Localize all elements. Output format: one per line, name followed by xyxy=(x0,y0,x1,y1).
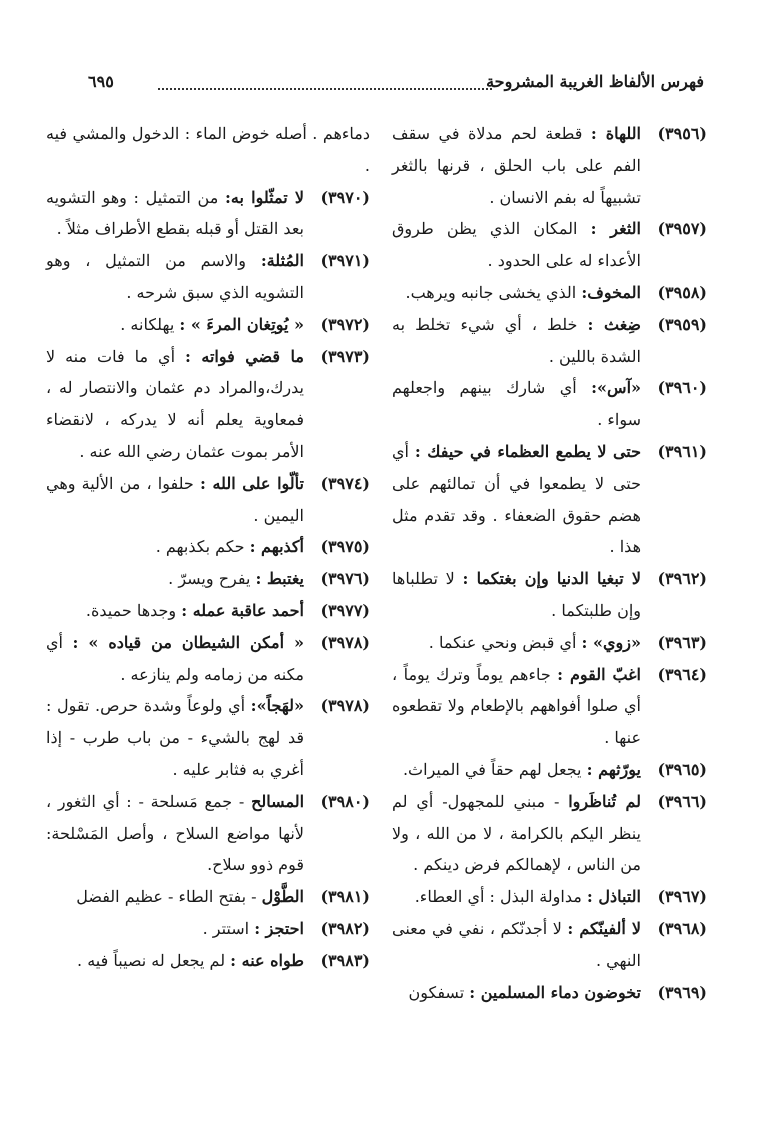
glossary-entry xyxy=(392,881,707,913)
entry-number: (٣٩٥٦) xyxy=(657,124,707,143)
entry-definition: أي ما فات منه لا يدرك،والمراد دم عثمان والانتصار له ، فمعاوية يعلم أنه لا يدركه ، لانقضاء الأمر بموت عثمان رضي الله عنه . xyxy=(46,346,304,461)
entry-term: لم تُناظَروا xyxy=(568,791,641,811)
right-column xyxy=(392,118,707,1008)
entry-number: (٣٩٦١) xyxy=(657,441,707,461)
entry-number: (٣٩٦٤) xyxy=(657,664,707,684)
entry-term: اغبّ القوم : xyxy=(557,664,641,684)
glossary-entry xyxy=(46,595,370,627)
entry-number: (٣٩٨٣) xyxy=(320,950,370,970)
entry-number: (٣٩٥٧) xyxy=(657,219,707,239)
entry-number: (٣٩٦٨) xyxy=(657,918,707,938)
entry-definition: المكان الذي يظن طروق الأعداء له على الحدود . xyxy=(392,219,641,271)
glossary-entry xyxy=(392,977,707,1009)
entry-term: طواه عنه : xyxy=(230,950,304,970)
entry-definition: لا تطلباها وإن طلبتكما . xyxy=(392,569,641,620)
glossary-entry xyxy=(392,913,707,977)
entry-definition: مداولة البذل : أي العطاء. xyxy=(414,887,582,907)
entry-definition: أي شارك بينهم واجعلهم سواء . xyxy=(392,378,641,430)
glossary-entry xyxy=(46,945,370,977)
entry-term: «زوي» : xyxy=(581,632,641,652)
glossary-entry xyxy=(46,627,370,691)
glossary-entry xyxy=(46,690,370,785)
entry-definition: أي ولوعاً وشدة حرص. تقول : قد لهج بالشيء - من باب طرب - إذا أغري به فثابر عليه . xyxy=(46,696,304,779)
entry-number: (٣٩٧٤) xyxy=(320,473,370,493)
glossary-entry xyxy=(46,531,370,563)
entry-term: الطَّوْل xyxy=(261,887,304,907)
entry-number: (٣٩٧٨) xyxy=(320,632,370,652)
entry-term: المسالح xyxy=(251,791,305,811)
entry-definition: دماءهم . أصله خوض الماء : الدخول والمشي فيه . xyxy=(46,124,370,175)
entry-number: (٣٩٧٨) xyxy=(320,696,370,716)
entry-number: (٣٩٧٣) xyxy=(320,346,370,366)
glossary-entry xyxy=(46,118,370,182)
glossary-entry xyxy=(46,881,370,913)
entry-term: « يُوتِغان المرءَ » : xyxy=(179,314,304,334)
glossary-entry xyxy=(392,659,707,754)
glossary-entry xyxy=(392,436,707,563)
entry-term: احتجز : xyxy=(254,918,304,938)
page-header xyxy=(88,72,704,104)
entry-body xyxy=(46,118,370,182)
entry-term: ضِغث : xyxy=(587,314,641,334)
entry-definition: الذي يخشى جانبه ويرهب. xyxy=(405,282,577,302)
entry-number: (٣٩٥٩) xyxy=(657,314,707,334)
entry-definition: جاءهم يوماً وترك يوماً ، أي صلوا أفواههم بالإطعام ولا تقطعوه عنها . xyxy=(392,664,641,748)
entry-number: (٣٩٧٠) xyxy=(320,187,370,207)
glossary-entry xyxy=(392,213,707,277)
entry-definition: والاسم من التمثيل ، وهو التشويه الذي سبق شرحه . xyxy=(46,251,304,302)
glossary-entry xyxy=(46,563,370,595)
entry-definition: أي قبض ونحي عنكما . xyxy=(428,632,577,652)
glossary-entry xyxy=(392,627,707,659)
glossary-entry xyxy=(46,468,370,532)
entry-number: (٣٩٨٢) xyxy=(320,918,370,938)
entry-number: (٣٩٦٠) xyxy=(657,378,707,398)
running-title: فهرس الألفاظ الغريبة المشروحة xyxy=(486,72,704,91)
entry-number: (٣٩٧٧) xyxy=(320,600,370,620)
entry-definition: - بفتح الطاء - عظيم الفضل xyxy=(76,887,257,907)
entry-term: لا تبغيا الدنيا وإن بغتكما : xyxy=(462,569,642,589)
entry-term: يغتبط : xyxy=(255,569,304,589)
entry-number: (٣٩٧٥) xyxy=(320,537,370,557)
entry-definition: أي حتى لا يطمعوا في أن تمالئهم على هضم حقوق الضعفاء . وقد تقدم مثل هذا . xyxy=(392,441,641,557)
glossary-entry xyxy=(46,182,370,246)
glossary-entry xyxy=(392,372,707,436)
entry-number: (٣٩٦٧) xyxy=(657,887,707,907)
entry-number: (٣٩٦٥) xyxy=(657,759,707,779)
entry-term: المخوف: xyxy=(581,282,641,302)
entry-term: أكذبهم : xyxy=(249,537,304,557)
glossary-entry xyxy=(392,277,707,309)
glossary-entry xyxy=(392,118,707,213)
entry-definition: - جمع مَسلحة - : أي الثغور ، لأنها مواضع السلاح ، وأصل المَسْلحة: قوم ذوو سلاح. xyxy=(46,791,304,875)
glossary-entry xyxy=(46,309,370,341)
entry-definition: يجعل لهم حقاً في الميراث. xyxy=(402,759,582,779)
entry-term: «لهَجاً»: xyxy=(250,696,305,716)
glossary-entry xyxy=(46,913,370,945)
glossary-entry xyxy=(392,754,707,786)
entry-number: (٣٩٦٢) xyxy=(657,569,707,589)
entry-term: الثغر : xyxy=(590,219,641,239)
entry-term: أحمد عاقبة عمله : xyxy=(181,600,304,620)
entry-term: لا ألفينّكم : xyxy=(567,918,641,938)
entry-term: ما قضي فواته : xyxy=(185,346,304,366)
glossary-entry xyxy=(46,786,370,881)
entry-number: (٣٩٥٨) xyxy=(657,282,707,302)
entry-definition: قطعة لحم مدلاة في سقف الفم على باب الحلق ، قرنها بالثغر تشبيهاً له بفم الانسان . xyxy=(392,124,641,207)
entry-number: (٣٩٦٣) xyxy=(657,632,707,652)
entry-number: (٣٩٨١) xyxy=(320,887,370,907)
entry-definition: تسفكون xyxy=(408,982,465,1002)
glossary-entry xyxy=(46,245,370,309)
entry-definition: وجدها حميدة. xyxy=(85,600,177,620)
entry-definition: أي مكنه من زمامه ولم ينازعه . xyxy=(46,632,304,684)
entry-definition: خلط ، أي شيء تخلط به الشدة باللين . xyxy=(392,314,641,366)
entry-term: يورّثهم : xyxy=(586,759,641,779)
entry-definition: لا أجدنّكم ، نفي في معنى النهي . xyxy=(392,918,641,970)
entry-term: «آس»: xyxy=(591,378,642,398)
entry-term: التباذل : xyxy=(586,887,641,907)
entry-number: (٣٩٦٦) xyxy=(657,791,707,811)
entry-number: (٣٩٧٢) xyxy=(320,314,370,334)
glossary-entry xyxy=(392,786,707,881)
entry-definition: يفرح ويسرّ . xyxy=(168,569,251,589)
entry-term: المُثلة: xyxy=(260,251,304,271)
entry-definition: استتر . xyxy=(202,918,250,938)
entry-term: تألّوا على الله : xyxy=(199,473,304,493)
entry-definition: حلفوا ، من الألية وهي اليمين . xyxy=(46,473,304,525)
entry-definition: - مبني للمجهول- أي لم ينظر اليكم بالكرامة ، لا من الله ، ولا من الناس ، لإهمالكم فرض دينكم . xyxy=(392,791,641,875)
glossary-entry xyxy=(392,563,707,627)
entry-definition: يهلكانه . xyxy=(120,314,175,334)
entry-number: (٣٩٦٩) xyxy=(657,982,707,1002)
left-column xyxy=(46,118,370,977)
entry-number: (٣٩٨٠) xyxy=(320,791,370,811)
glossary-entry xyxy=(392,309,707,373)
glossary-entry xyxy=(46,341,370,468)
entry-term: « أمكن الشيطان من قياده » : xyxy=(72,632,305,652)
entry-term: حتى لا يطمع العظماء في حيفك : xyxy=(414,441,641,461)
entry-definition: من التمثيل : وهو التشويه بعد القتل أو قبله بقطع الأطراف مثلاً . xyxy=(46,187,304,239)
entry-term: تخوضون دماء المسلمين : xyxy=(469,982,641,1002)
leader-dots xyxy=(158,88,492,90)
entry-definition: حكم بكذبهم . xyxy=(155,537,245,557)
entry-number: (٣٩٧٦) xyxy=(320,569,370,589)
entry-term: اللهاة : xyxy=(590,124,641,143)
entry-definition: لم يجعل له نصيباً فيه . xyxy=(77,950,226,970)
entry-number: (٣٩٧١) xyxy=(320,251,370,271)
page-number: ٦٩٥ xyxy=(88,72,114,91)
entry-term: لا تمثّلوا به: xyxy=(225,187,304,207)
